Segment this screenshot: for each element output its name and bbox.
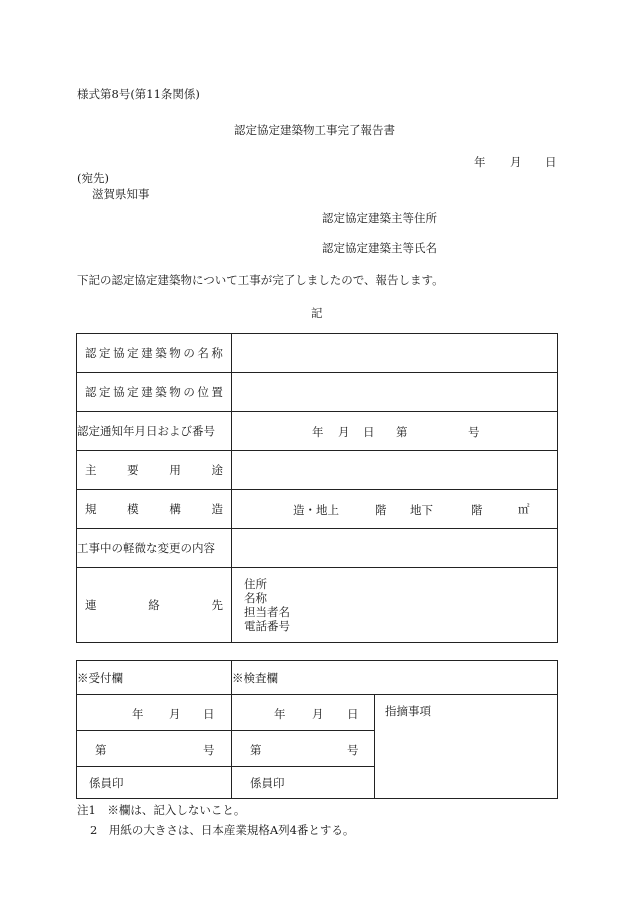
reception-header: ※受付欄 xyxy=(77,661,232,695)
inspection-header: ※検査欄 xyxy=(232,661,558,695)
reception-number-cell[interactable] xyxy=(77,731,232,767)
inspection-date-cell[interactable] xyxy=(232,695,375,731)
date-day-label: 日 xyxy=(545,155,557,169)
main-use-field[interactable] xyxy=(232,451,558,490)
inspection-go: 号 xyxy=(347,742,359,757)
notice-date-number-label: 認定通知年月日および番号 xyxy=(77,412,232,451)
addressee: 滋賀県知事 xyxy=(92,187,150,201)
building-location-field[interactable] xyxy=(232,373,558,412)
contact-label: 連 絡 先 xyxy=(77,568,232,643)
contact-person-label: 担当者名 xyxy=(244,605,290,619)
building-name-label: 認 定 協 定 建 築 物 の 名 称 xyxy=(77,334,232,373)
contact-address-label: 住所 xyxy=(244,577,267,591)
applicant-address-label: 認定協定建築主等住所 xyxy=(322,211,437,225)
reception-month: 月 xyxy=(169,706,181,721)
reception-go: 号 xyxy=(203,742,215,757)
inspection-month: 月 xyxy=(312,706,324,721)
notice-day: 日 xyxy=(363,425,375,439)
notice-dai: 第 xyxy=(396,425,408,439)
form-number: 様式第8号(第11条関係) xyxy=(77,87,200,101)
remarks-cell[interactable] xyxy=(375,695,558,799)
structure-kai-below: 階 xyxy=(471,503,483,517)
notice-date-number-field[interactable] xyxy=(232,412,558,451)
inspection-year: 年 xyxy=(274,706,286,721)
ki-heading: 記 xyxy=(311,306,323,320)
completion-info-table xyxy=(76,333,558,643)
building-name-field[interactable] xyxy=(232,334,558,373)
building-location-label: 認 定 協 定 建 築 物 の 位 置 xyxy=(77,373,232,412)
structure-zo: 造・地上 xyxy=(293,503,339,517)
date-year-label: 年 xyxy=(474,155,486,169)
notice-year: 年 xyxy=(312,425,324,439)
contact-phone-label: 電話番号 xyxy=(244,619,290,633)
addressee-label: (宛先) xyxy=(77,171,109,185)
remarks-label: 指摘事項 xyxy=(385,704,431,718)
notice-month: 月 xyxy=(338,425,350,439)
inspection-stamp-cell[interactable] xyxy=(232,767,375,799)
reception-day: 日 xyxy=(203,706,215,721)
inspection-number-cell[interactable] xyxy=(232,731,375,767)
document-title: 認定協定建築物工事完了報告書 xyxy=(234,123,395,137)
contact-name-label: 名称 xyxy=(244,591,267,605)
inspection-dai: 第 xyxy=(250,742,262,757)
date-month-label: 月 xyxy=(510,155,522,169)
contact-field[interactable] xyxy=(232,568,558,643)
reception-year: 年 xyxy=(132,706,144,721)
minor-change-field[interactable] xyxy=(232,529,558,568)
main-use-label: 主 要 用 途 xyxy=(77,451,232,490)
notice-go: 号 xyxy=(468,425,480,439)
scale-structure-field[interactable] xyxy=(232,490,558,529)
scale-structure-label: 規 模 構 造 xyxy=(77,490,232,529)
structure-chika: 地下 xyxy=(410,503,433,517)
structure-kai-above: 階 xyxy=(375,503,387,517)
reception-dai: 第 xyxy=(95,742,107,757)
inspection-day: 日 xyxy=(347,706,359,721)
area-unit: ㎡ xyxy=(518,502,530,516)
minor-change-label: 工事中の軽微な変更の内容 xyxy=(77,529,232,568)
note-2: 2 用紙の大きさは、日本産業規格A列4番とする。 xyxy=(90,823,355,837)
reception-stamp-label: 係員印 xyxy=(89,775,124,790)
report-statement: 下記の認定協定建築物について工事が完了しましたので、報告します。 xyxy=(77,273,444,287)
reception-stamp-cell[interactable] xyxy=(77,767,232,799)
reception-date-cell[interactable] xyxy=(77,695,232,731)
inspection-stamp-label: 係員印 xyxy=(250,775,285,790)
note-1: 注1 ※欄は、記入しないこと。 xyxy=(77,803,246,817)
applicant-name-label: 認定協定建築主等氏名 xyxy=(322,241,437,255)
office-use-table xyxy=(76,660,558,799)
